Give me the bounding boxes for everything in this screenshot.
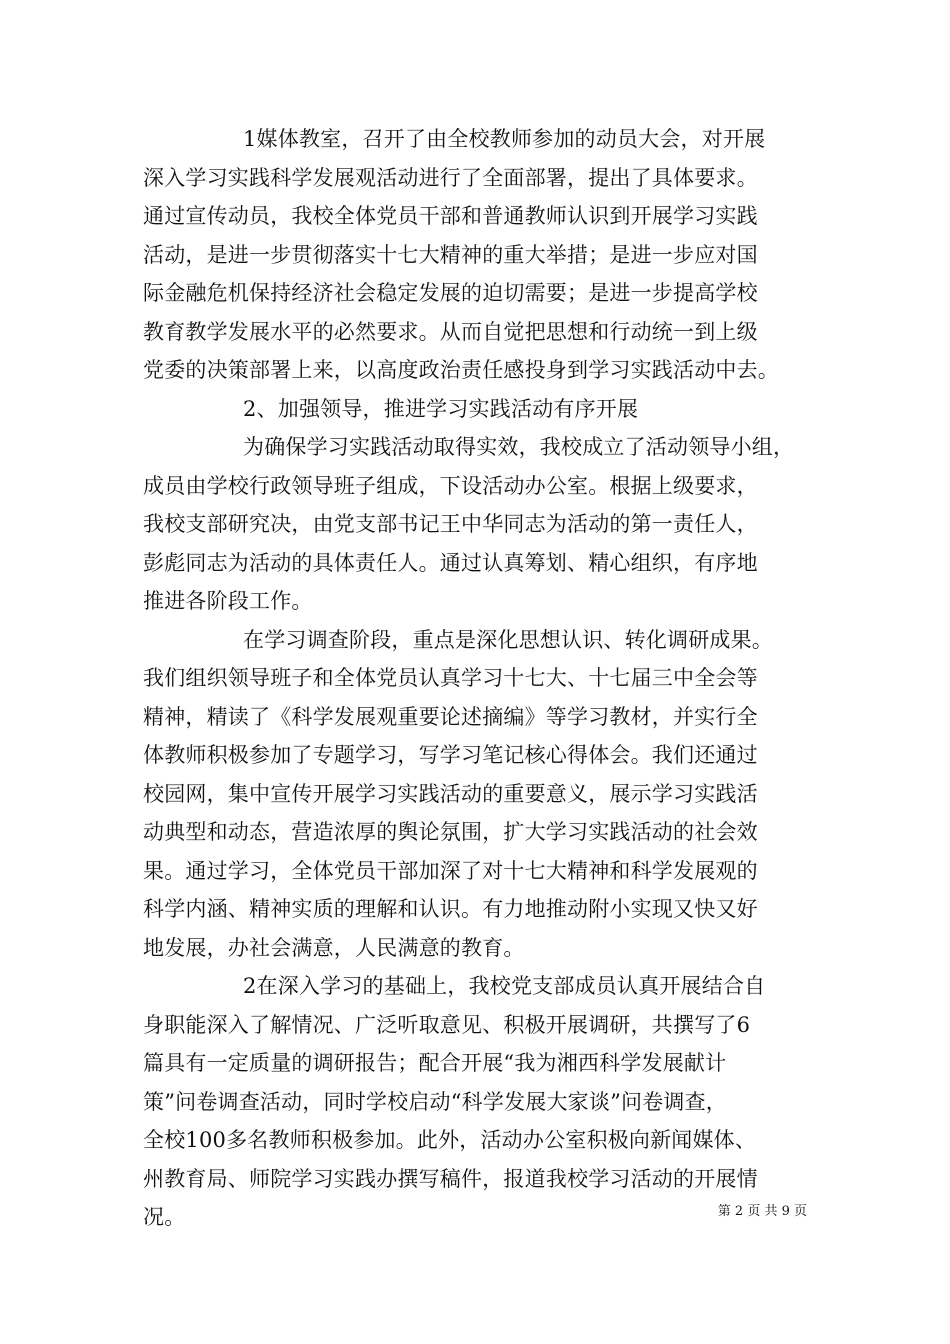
text-line: 际金融危机保持经济社会稳定发展的迫切需要；是进一步提高学校 <box>143 281 758 305</box>
text-line: 活动，是进一步贯彻落实十七大精神的重大举措；是进一步应对国 <box>143 242 758 267</box>
text-line: 全校100多名教师积极参加。此外，活动办公室积极向新闻媒体、 <box>143 1128 757 1152</box>
text-line: 科学内涵、精神实质的理解和认识。有力地推动附小实现又快又好 <box>143 897 758 921</box>
text-line: 精神，精读了《科学发展观重要论述摘编》等学习教材，并实行全 <box>143 704 758 729</box>
text-line: 1媒体教室，召开了由全校教师参加的动员大会，对开展 <box>243 127 766 151</box>
text-line: 我校支部研究决，由党支部书记王中华同志为活动的第一责任人， <box>143 512 758 536</box>
text-line: 推进各阶段工作。 <box>143 589 313 613</box>
text-line: 动典型和动态，营造浓厚的舆论氛围，扩大学习实践活动的社会效 <box>143 820 758 844</box>
text-line: 篇具有一定质量的调研报告；配合开展“我为湘西科学发展献计 <box>143 1051 727 1075</box>
text-line: 校园网，集中宣传开展学习实践活动的重要意义，展示学习实践活 <box>143 781 758 806</box>
text-line: 果。通过学习，全体党员干部加深了对十七大精神和科学发展观的 <box>143 858 758 883</box>
text-line: 成员由学校行政领导班子组成，下设活动办公室。根据上级要求， <box>143 473 758 498</box>
text-line: 策”问卷调查活动，同时学校启动“科学发展大家谈”问卷调查， <box>143 1089 728 1114</box>
text-line: 党委的决策部署上来，以高度政治责任感投身到学习实践活动中去。 <box>143 358 779 382</box>
text-line: 教育教学发展水平的必然要求。从而自觉把思想和行动统一到上级 <box>143 319 758 344</box>
text-line: 深入学习实践科学发展观活动进行了全面部署，提出了具体要求。 <box>143 165 758 190</box>
text-line: 通过宣传动员，我校全体党员干部和普通教师认识到开展学习实践 <box>143 204 758 228</box>
section-heading: 2、加强领导，推进学习实践活动有序开展 <box>243 396 639 421</box>
text-line: 地发展，办社会满意，人民满意的教育。 <box>143 935 525 960</box>
text-line: 身职能深入了解情况、广泛听取意见、积极开展调研，共撰写了6 <box>143 1012 751 1037</box>
text-line: 彭彪同志为活动的具体责任人。通过认真筹划、精心组织，有序地 <box>143 550 758 575</box>
text-line: 在学习调查阶段，重点是深化思想认识、转化调研成果。 <box>243 627 773 652</box>
text-line: 我们组织领导班子和全体党员认真学习十七大、十七届三中全会等 <box>143 666 758 690</box>
page-number: 第 2 页 共 9 页 <box>717 1204 807 1219</box>
text-line: 况。 <box>143 1205 186 1229</box>
document-body <box>143 120 811 1237</box>
text-line: 体教师积极参加了专题学习，写学习笔记核心得体会。我们还通过 <box>143 743 758 767</box>
text-line: 为确保学习实践活动取得实效，我校成立了活动领导小组， <box>243 435 795 459</box>
text-line: 州教育局、师院学习实践办撰写稿件，报道我校学习活动的开展情 <box>143 1166 758 1191</box>
text-line: 2在深入学习的基础上，我校党支部成员认真开展结合自 <box>243 974 766 998</box>
